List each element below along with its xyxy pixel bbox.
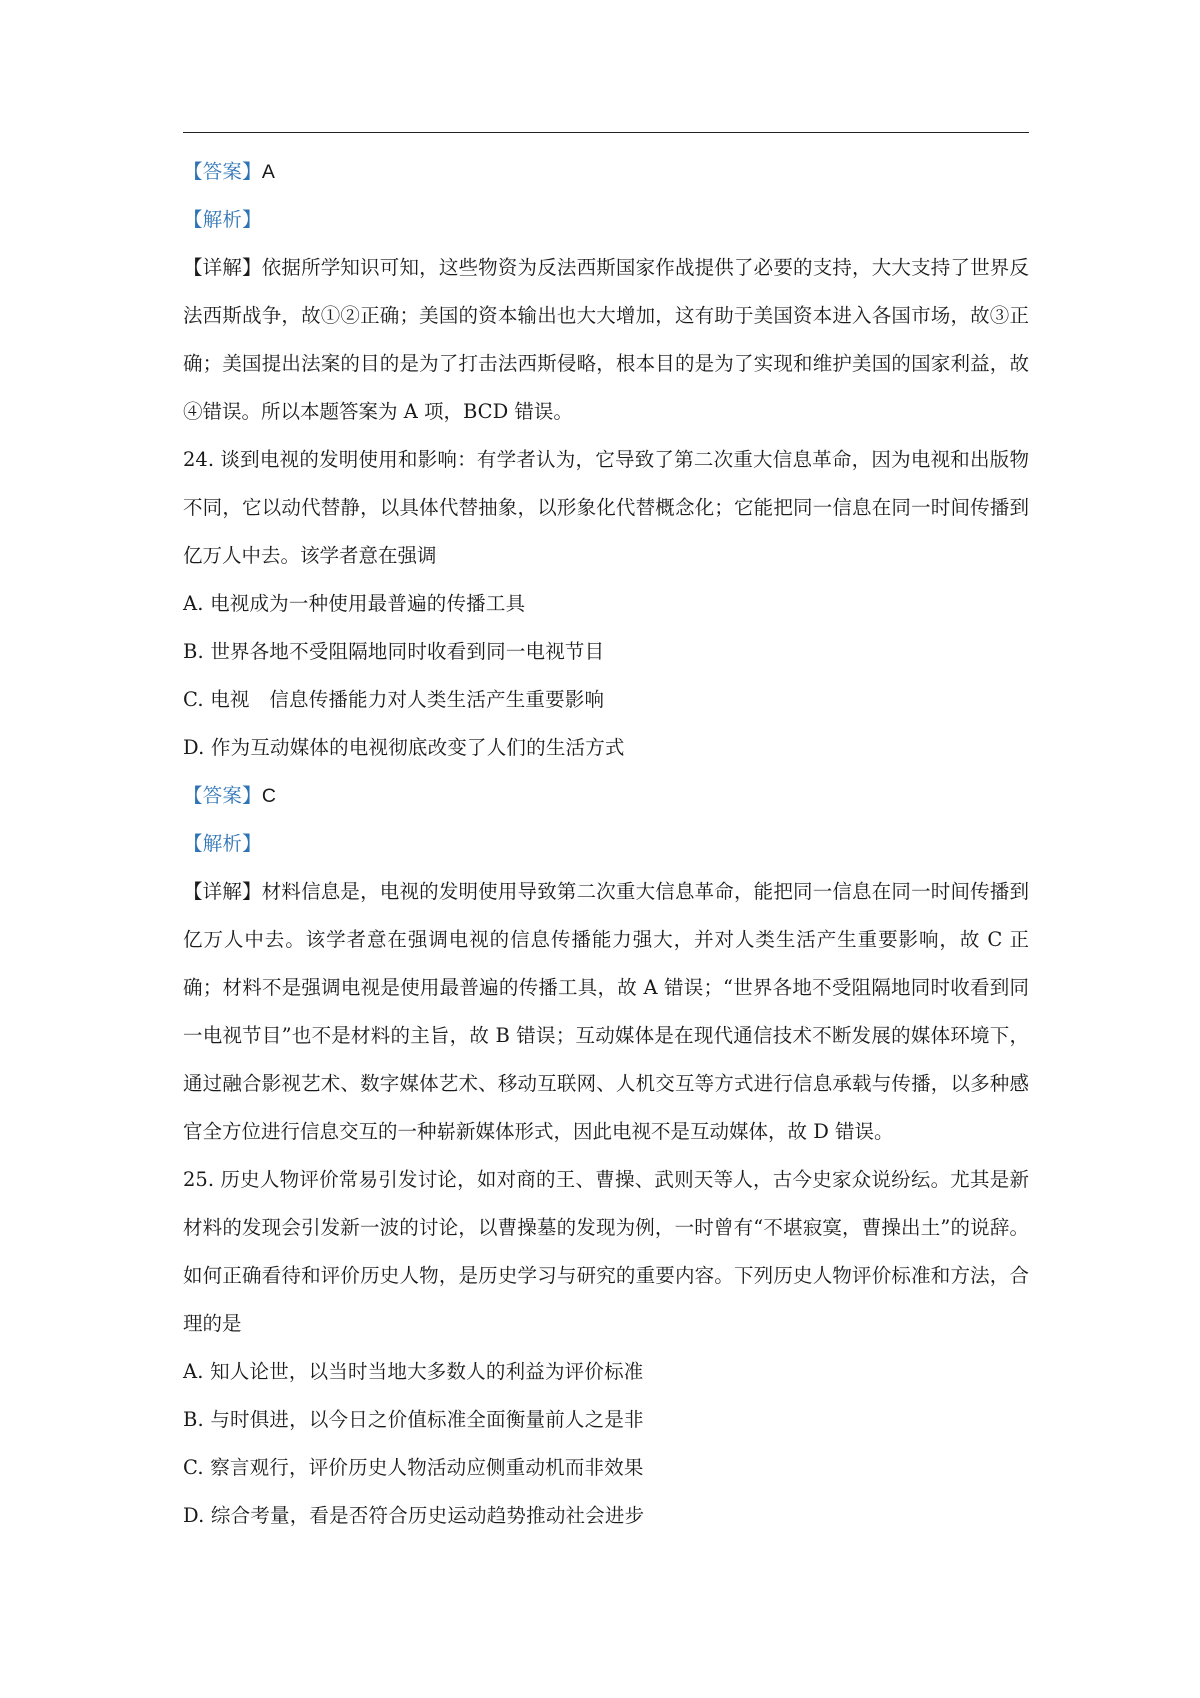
q24-option-b: B. 世界各地不受阻隔地同时收看到同一电视节目	[183, 640, 605, 663]
detail-text: 材料信息是，电视的发明使用导致第二次重大信息革命，能把同一信息在同一时间传播到亿万人中去。该学者意在强调电视的信息传播能力强大，并对人类生活产生重要影响，故 C 正确；材料不是强调电视是使用最普遍的传播工具，故 A 错误；“世界各地不受阻隔地同时收看到同一电视节目”也不是材料的主旨，故 B 错误；互动媒体是在现代通信技术不断发展的媒体环境下，通过融合影视艺术、数字媒体艺术、移动互联网、人机交互等方式进行信息承载与传播，以多种感官全方位进行信息交互的一种崭新媒体形式，因此电视不是互动媒体，故 D 错误。	[183, 880, 1029, 1143]
q24-option-c: C. 电视 信息传播能力对人类生活产生重要影响	[183, 688, 605, 711]
q24-option-d: D. 作为互动媒体的电视彻底改变了人们的生活方式	[183, 736, 625, 759]
q24-answer	[183, 772, 1029, 820]
q23-detail	[183, 244, 1029, 436]
detail-tag: 【详解】	[183, 880, 262, 903]
q24-analysis	[183, 820, 1029, 868]
q25-stem: 25. 历史人物评价常易引发讨论，如对商的王、曹操、武则天等人，古今史家众说纷纭。尤其是新材料的发现会引发新一波的讨论，以曹操墓的发现为例，一时曾有“不堪寂寞，曹操出土”的说辞。如何正确看待和评价历史人物，是历史学习与研究的重要内容。下列历史人物评价标准和方法，合理的是	[183, 1168, 1029, 1335]
q25-option-c: C. 察言观行，评价历史人物活动应侧重动机而非效果	[183, 1456, 644, 1479]
detail-text: 依据所学知识可知，这些物资为反法西斯国家作战提供了必要的支持，大大支持了世界反法西斯战争，故①②正确；美国的资本输出也大大增加，这有助于美国资本进入各国市场，故③正确；美国提出法案的目的是为了打击法西斯侵略，根本目的是为了实现和维护美国的国家利益，故④错误。所以本题答案为 A 项，BCD 错误。	[183, 256, 1029, 423]
answer-value: C	[261, 785, 277, 807]
analysis-tag: 【解析】	[183, 832, 262, 855]
q24-option-a: A. 电视成为一种使用最普遍的传播工具	[183, 592, 526, 615]
q25-option-d: D. 综合考量，看是否符合历史运动趋势推动社会进步	[183, 1504, 645, 1527]
q23-answer	[183, 148, 1029, 196]
answer-tag: 【答案】	[183, 784, 262, 807]
header-rule	[183, 132, 1029, 133]
analysis-tag: 【解析】	[183, 208, 262, 231]
answer-value: A	[261, 161, 276, 183]
q25-option-b: B. 与时俱进，以今日之价值标准全面衡量前人之是非	[183, 1408, 644, 1431]
answer-tag: 【答案】	[183, 160, 262, 183]
page-content	[183, 148, 1029, 1540]
detail-tag: 【详解】	[183, 256, 262, 279]
q25-option-a: A. 知人论世，以当时当地大多数人的利益为评价标准	[183, 1360, 644, 1383]
q24-stem: 24. 谈到电视的发明使用和影响：有学者认为，它导致了第二次重大信息革命，因为电视和出版物不同，它以动代替静，以具体代替抽象，以形象化代替概念化；它能把同一信息在同一时间传播到亿万人中去。该学者意在强调	[183, 448, 1029, 567]
q24-detail	[183, 868, 1029, 1156]
q23-analysis	[183, 196, 1029, 244]
